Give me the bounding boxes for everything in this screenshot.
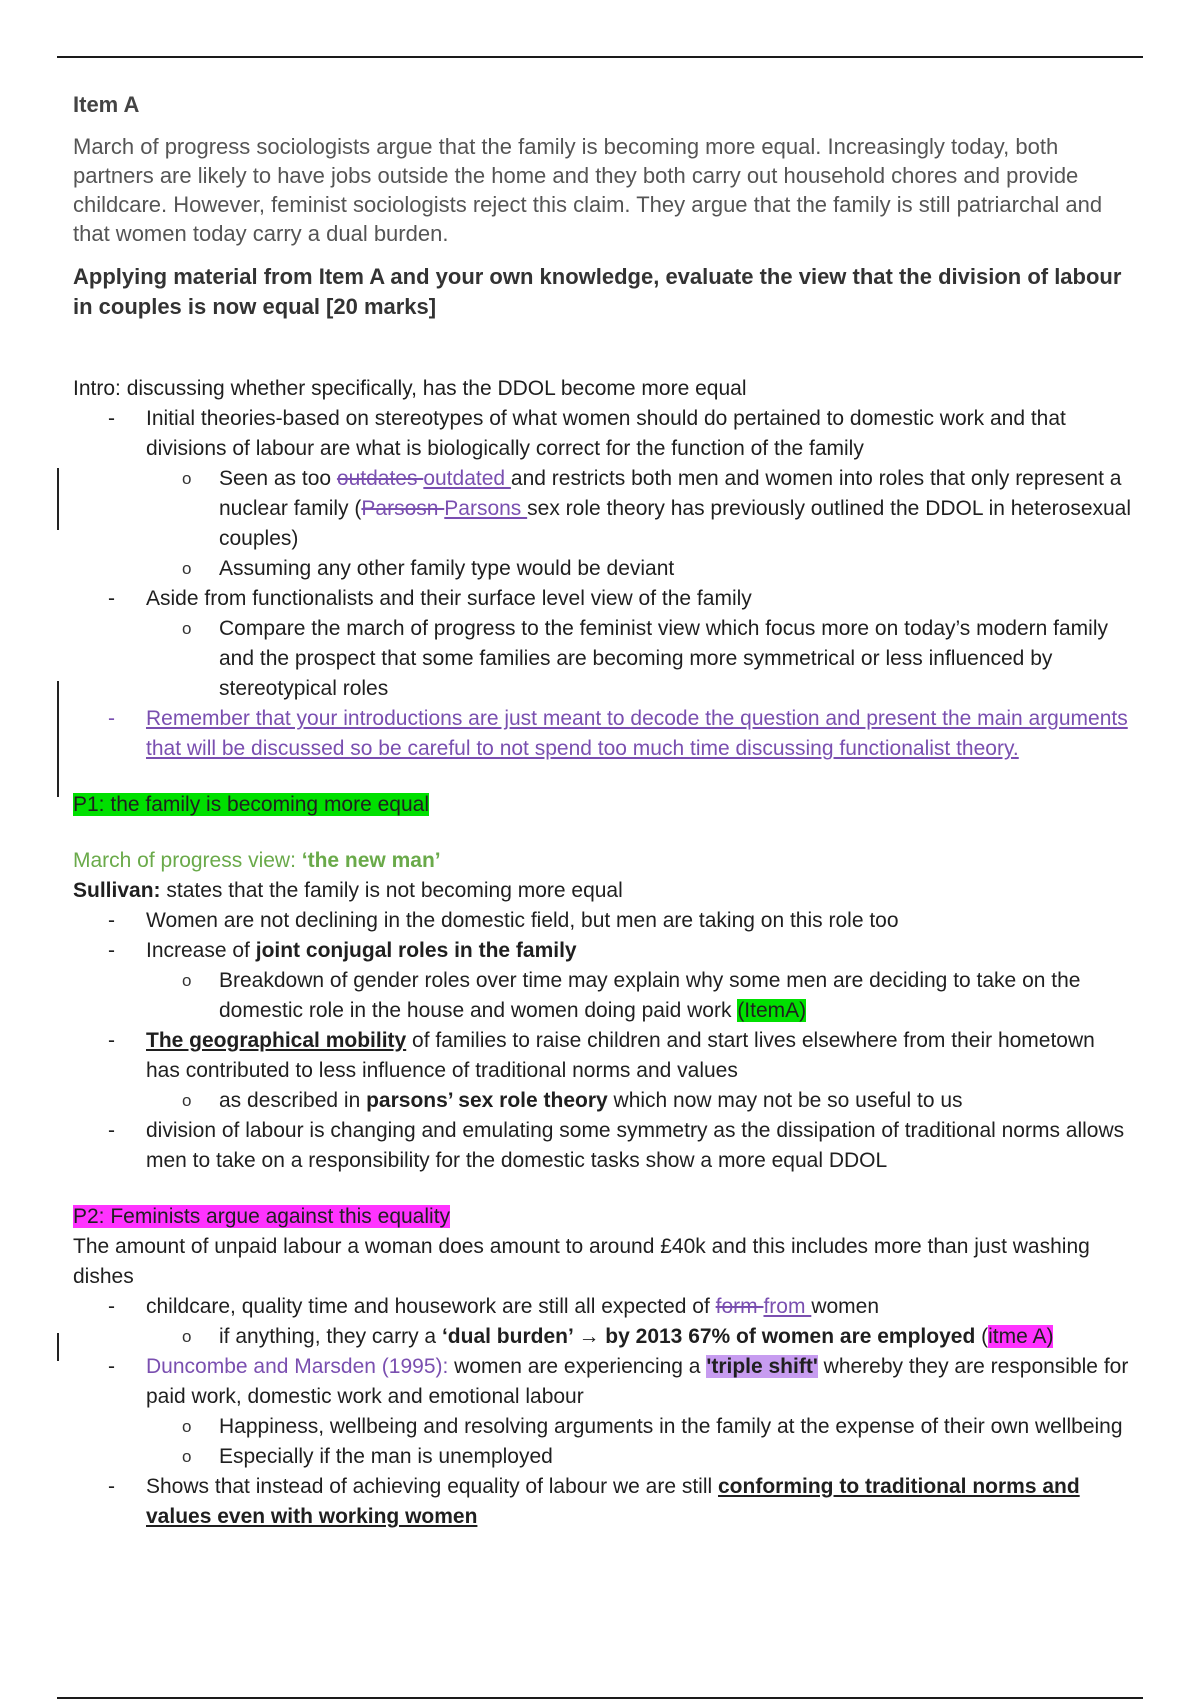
p1-sub-1-text: Breakdown of gender roles over time may explain why some men are deciding to take on the domestic role in the house and women doing paid work <box>219 969 1081 1022</box>
p2-sub-1-text: if anything, they carry a <box>219 1325 442 1348</box>
p2-bullet-1 <box>73 1292 1133 1352</box>
intro-sublist-2 <box>146 614 1133 704</box>
intro-sub-1-text-b: and restricts both men and women into roles that only represent a nuclear family ( <box>219 467 1122 520</box>
p2-list <box>73 1292 1133 1532</box>
tracked-insertion-2: Parsons <box>444 497 528 520</box>
tracked-deletion: outdates <box>336 467 424 490</box>
p2-bullet-1-text-a: childcare, quality time and housework are still all expected of <box>146 1295 716 1318</box>
geographical-mobility: The geographical mobility <box>146 1029 407 1052</box>
intro-revision-note <box>73 704 1133 764</box>
intro-sub-2 <box>146 554 1133 584</box>
march-of-progress-prefix: March of progress view: <box>73 849 302 872</box>
parsons-sex-role-theory: parsons’ sex role theory <box>366 1089 608 1112</box>
p1-sublist-2 <box>146 1086 1133 1116</box>
top-rule <box>57 56 1143 58</box>
intro-sub-2-text: Assuming any other family type would be deviant <box>219 557 675 580</box>
p2-sub-1-paren: ( <box>975 1325 989 1348</box>
p1-bullet-1 <box>73 906 1133 936</box>
p1-bullet-3 <box>73 1026 1133 1116</box>
item-a-reference-2: itme A) <box>988 1325 1054 1348</box>
p2-sub-2-text: Happiness, wellbeing and resolving arguments in the family at the expense of their own wellbeing <box>219 1415 1123 1438</box>
document-page <box>73 92 1133 1532</box>
sullivan-name: Sullivan: <box>73 879 161 902</box>
p1-bullet-1-text: Women are not declining in the domestic field, but men are taking on this role too <box>146 909 899 932</box>
duncombe-marsden: Duncombe and Marsden (1995): <box>146 1355 449 1378</box>
p2-heading: P2: Feminists argue against this equality <box>73 1205 451 1228</box>
p2-sublist-1 <box>146 1322 1133 1352</box>
p2-bullet-1-text-b: women <box>811 1295 880 1318</box>
tracked-insertion: outdated <box>423 467 511 490</box>
p1-sub-1 <box>146 966 1133 1026</box>
p2-bullet-2-text-b: whereby they are responsible for paid work, domestic work and emotional labour <box>146 1355 1129 1408</box>
item-a-reference: (ItemA) <box>737 999 807 1022</box>
intro-sub-1-text-a: Seen as too <box>219 467 337 490</box>
p1-bullet-2 <box>73 936 1133 1026</box>
intro-sub-3-text: Compare the march of progress to the feminist view which focus more on today’s modern family and the prospect that some families are becoming more symmetrical or less influenced by stereotypical roles <box>219 617 1108 700</box>
p2-sub-3-text: Especially if the man is unemployed <box>219 1445 553 1468</box>
item-a-text: March of progress sociologists argue that the family is becoming more equal. Increasingly today, both partners are likely to have jobs outside the home and they both carry out household chores and provide childcare. However, feminist sociologists reject this claim. They argue that the family is still patriarchal and that women today carry a dual burden. <box>73 134 1103 246</box>
p1-bullet-3-text: of families to raise children and start lives elsewhere from their hometown has contributed to less influence of traditional norms and values <box>146 1029 1095 1082</box>
joint-conjugal-roles: joint conjugal roles in the family <box>255 939 577 962</box>
tracked-deletion-2: Parsosn <box>361 497 445 520</box>
march-of-progress-line <box>73 846 1133 876</box>
p2-sub-1 <box>146 1322 1133 1352</box>
new-man-label: ‘the new man’ <box>301 849 441 872</box>
intro-sublist-1 <box>146 464 1133 584</box>
p1-sub-2 <box>146 1086 1133 1116</box>
change-bar-3 <box>57 1333 59 1361</box>
tracked-insertion-3: from <box>763 1295 812 1318</box>
intro-list <box>73 404 1133 764</box>
bottom-rule <box>57 1697 1143 1699</box>
item-a-heading: Item A <box>73 92 140 117</box>
p2-bullet-3-text: Shows that instead of achieving equality of labour we are still <box>146 1475 718 1498</box>
p1-sublist-1 <box>146 966 1133 1026</box>
p1-list <box>73 906 1133 1176</box>
p2-bullet-2 <box>73 1352 1133 1472</box>
p1-heading: P1: the family is becoming more equal <box>73 793 430 816</box>
p1-bullet-2-text: Increase of <box>146 939 256 962</box>
sullivan-line <box>73 876 1133 906</box>
intro-bullet-1-text: Initial theories-based on stereotypes of what women should do pertained to domestic work and that divisions of labour are what is biologically correct for the function of the family <box>146 407 1066 460</box>
p2-intro-text: The amount of unpaid labour a woman does amount to around £40k and this includes more than just washing dishes <box>73 1235 1090 1288</box>
triple-shift: 'triple shift' <box>706 1355 818 1378</box>
intro-sub-1-text-c: sex role theory has previously outlined the DDOL in heterosexual couples) <box>219 497 1132 550</box>
intro-sub-3 <box>146 614 1133 704</box>
intro-revision-note-text: Remember that your introductions are just meant to decode the question and present the main arguments that will be discussed so be careful to not spend too much time discussing functionalist theory. <box>146 707 1128 760</box>
intro-sub-1 <box>146 464 1133 554</box>
change-bar-2 <box>57 681 59 797</box>
p2-bullet-2-text-a: women are experiencing a <box>448 1355 707 1378</box>
p1-sub-2-text-a: as described in <box>219 1089 367 1112</box>
p2-bullet-3 <box>73 1472 1133 1532</box>
change-bar-1 <box>57 468 59 530</box>
p2-sub-3 <box>146 1442 1133 1472</box>
tracked-deletion-3: form <box>715 1295 764 1318</box>
dual-burden-stat: ‘dual burden’ → by 2013 67% of women are employed <box>441 1325 976 1348</box>
intro-title: Intro: discussing whether specifically, has the DDOL become more equal <box>73 377 747 400</box>
intro-bullet-2-text: Aside from functionalists and their surface level view of the family <box>146 587 752 610</box>
p1-bullet-4-text: division of labour is changing and emulating some symmetry as the dissipation of traditional norms allows men to take on a responsibility for the domestic tasks show a more equal DDOL <box>146 1119 1125 1172</box>
traditional-norms-conclusion: conforming to traditional norms and values even with working women <box>146 1475 1080 1528</box>
intro-bullet-1 <box>73 404 1133 584</box>
essay-question: Applying material from Item A and your own knowledge, evaluate the view that the division of labour in couples is now equal [20 marks] <box>73 264 1122 319</box>
p1-bullet-4 <box>73 1116 1133 1176</box>
sullivan-text: states that the family is not becoming more equal <box>160 879 623 902</box>
p2-sub-2 <box>146 1412 1133 1442</box>
p2-sublist-2 <box>146 1412 1133 1472</box>
intro-bullet-2 <box>73 584 1133 704</box>
p1-sub-2-text-b: which now may not be so useful to us <box>607 1089 963 1112</box>
